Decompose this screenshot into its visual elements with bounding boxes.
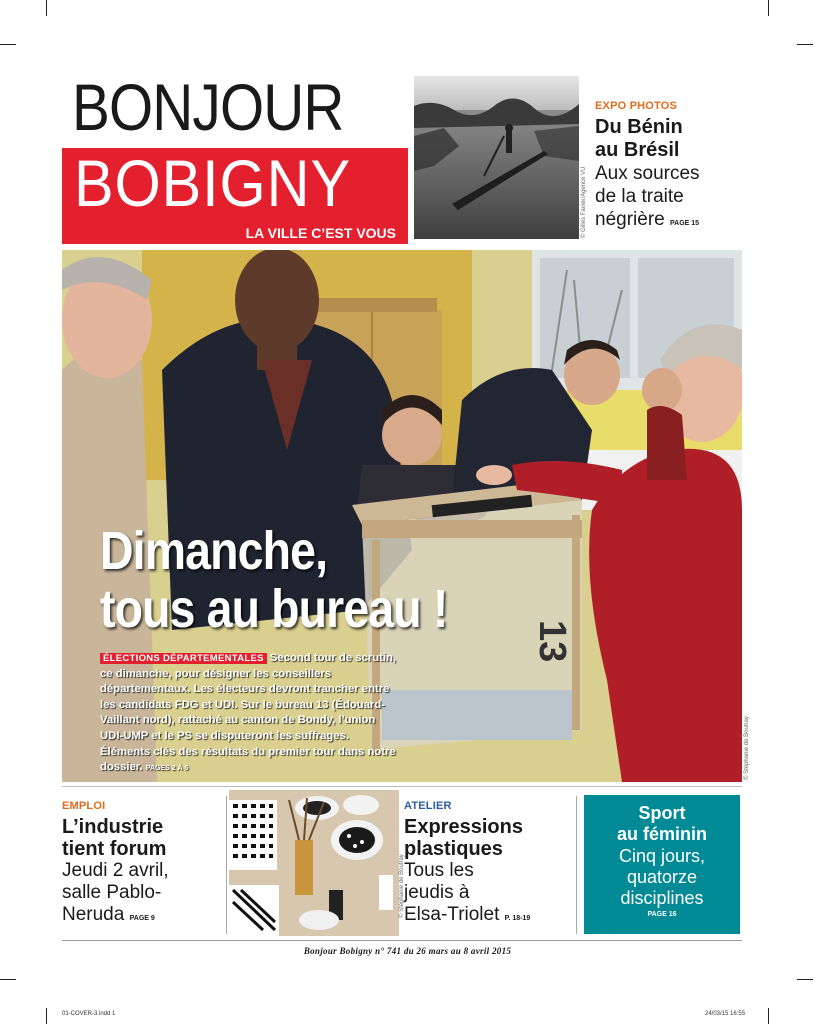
- crop-mark: [46, 0, 47, 16]
- lede-text: Second tour de scrutin, ce dimanche, pour désigner les conseillers départementaux. Les électeurs devront trancher entre les candidats FDG et UDI. Sur le bureau 13 (Édouard-Vaillant nord), rattaché au canton de Bondy, l’union UDI-UMP et le PS se disputeront les suffrages. Éléments clés des résultats du premier tour dans notre dossier.: [100, 652, 397, 774]
- sport-box[interactable]: [584, 795, 740, 934]
- art-supplies-image: [229, 790, 399, 936]
- boat-photo-image: [414, 76, 579, 239]
- atelier-page-ref: P. 18-19: [504, 915, 531, 922]
- crop-mark: [797, 44, 813, 45]
- crop-mark: [797, 979, 813, 980]
- divider: [62, 786, 742, 787]
- expo-page-ref: PAGE 15: [670, 220, 700, 227]
- atelier-kicker: ATELIER: [404, 800, 452, 812]
- main-photo-credit: © Stéphanie de Boutray: [744, 716, 750, 780]
- sport-subtitle: Cinq jours, quatorze disciplines: [618, 846, 706, 908]
- divider: [62, 940, 742, 941]
- emploi-page-ref: PAGE 9: [129, 915, 155, 922]
- crop-mark: [46, 1008, 47, 1024]
- emploi-title: L’industrie tient forum: [62, 816, 167, 860]
- issue-footer: Bonjour Bobigny n° 741 du 26 mars au 8 avril 2015: [303, 946, 512, 956]
- atelier-title: Expressions plastiques: [404, 816, 523, 860]
- art-photo-credit: © Stéphanie de Boutray: [399, 854, 405, 918]
- expo-title: Du Bénin au Brésil: [595, 116, 683, 161]
- elections-tag: ÉLECTIONS DÉPARTEMENTALES: [100, 653, 267, 664]
- divider: [576, 796, 577, 934]
- expo-kicker: EXPO PHOTOS: [595, 100, 678, 112]
- boat-photo: [414, 76, 579, 239]
- crop-mark: [768, 1008, 769, 1024]
- ballot-box-number: 13: [531, 620, 573, 663]
- expo-subtitle: Aux sources de la traite négrière PAGE 15: [595, 163, 700, 230]
- crop-mark: [0, 44, 16, 45]
- atelier-story[interactable]: [404, 800, 574, 930]
- main-headline[interactable]: Dimanche, tous au bureau !: [100, 521, 448, 639]
- crop-mark: [0, 979, 16, 980]
- sport-page-ref: PAGE 16: [647, 911, 677, 918]
- masthead-line1: BONJOUR: [72, 70, 344, 144]
- masthead-red-block: [62, 148, 408, 244]
- print-slug-file: 01-COVER-3.indd 1: [62, 1011, 116, 1017]
- main-lede: [100, 651, 400, 777]
- boat-photo-credit: © Gilles Favier/Agence VU: [581, 166, 587, 238]
- main-page-ref: PAGES 2 À 5: [145, 765, 189, 773]
- emploi-kicker: EMPLOI: [62, 800, 106, 812]
- emploi-story[interactable]: [62, 800, 227, 930]
- art-supplies-photo: [229, 790, 399, 936]
- atelier-subtitle: Tous les jeudis à Elsa-Triolet P. 18-19: [404, 860, 531, 925]
- emploi-subtitle: Jeudi 2 avril, salle Pablo- Neruda PAGE 9: [62, 860, 169, 925]
- crop-mark: [768, 0, 769, 16]
- expo-story[interactable]: [595, 100, 795, 235]
- sport-title: Sport au féminin: [616, 803, 707, 844]
- masthead-line2: BOBIGNY: [74, 146, 351, 220]
- divider: [226, 796, 227, 934]
- masthead-tagline: LA VILLE C’EST VOUS: [245, 225, 396, 241]
- print-slug-date: 24/03/15 16:55: [705, 1011, 746, 1017]
